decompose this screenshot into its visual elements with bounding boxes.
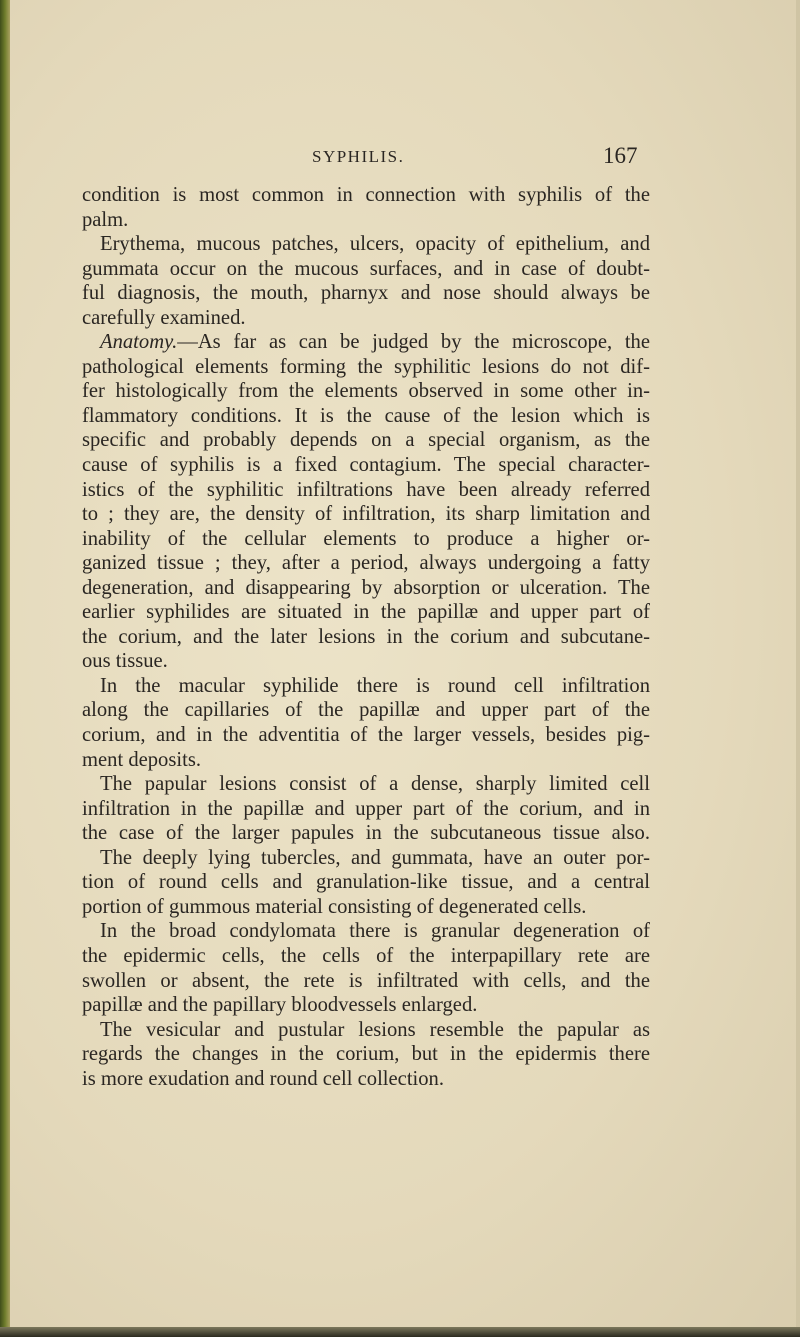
text-line: gummata occur on the mucous surfaces, and in case of doubt-	[82, 257, 650, 280]
page-number: 167	[603, 143, 638, 168]
text-line: is more exudation and round cell collection.	[82, 1067, 444, 1090]
text-line: swollen or absent, the rete is infiltrated with cells, and the	[82, 969, 650, 992]
text-line: cause of syphilis is a fixed contagium. The special character-	[82, 454, 650, 477]
text-line: In the macular syphilide there is round cell infiltration	[100, 674, 650, 697]
text-line: ous tissue.	[82, 650, 168, 673]
text-line: ganized tissue ; they, after a period, always undergoing a fatty	[82, 552, 650, 575]
text-line: The papular lesions consist of a dense, sharply limited cell	[100, 773, 650, 796]
text-line: carefully examined.	[82, 306, 246, 329]
text-line: along the capillaries of the papillæ and upper part of the	[82, 699, 650, 722]
text-line: ment deposits.	[82, 748, 201, 771]
text-line: condition is most common in connection with syphilis of the	[82, 184, 650, 206]
text-line: Erythema, mucous patches, ulcers, opacity of epithelium, and	[100, 233, 650, 256]
text-line: the corium, and the later lesions in the corium and subcutane-	[82, 625, 650, 648]
text-line: inability of the cellular elements to produce a higher or-	[82, 527, 650, 550]
text-line: regards the changes in the corium, but in the epidermis there	[82, 1043, 650, 1066]
running-head: SYPHILIS.	[312, 147, 405, 166]
section-heading-anatomy: Anatomy.	[100, 331, 178, 354]
text-line: fer histologically from the elements observed in some other in-	[82, 380, 650, 403]
text-line: In the broad condylomata there is granular degeneration of	[100, 920, 650, 943]
page-header	[0, 143, 800, 173]
text-line	[82, 330, 650, 355]
text-line: ful diagnosis, the mouth, pharnyx and nose should always be	[82, 282, 650, 305]
text-fragment: —As far as can be judged by the microscope, the	[177, 331, 650, 354]
text-line: palm.	[82, 208, 129, 231]
text-line: papillæ and the papillary bloodvessels enlarged.	[82, 994, 478, 1017]
text-line: istics of the syphilitic infiltrations have been already referred	[82, 478, 650, 501]
text-line: to ; they are, the density of infiltration, its sharp limitation and	[82, 503, 650, 526]
text-line: pathological elements forming the syphilitic lesions do not dif-	[82, 355, 650, 378]
text-line: corium, and in the adventitia of the larger vessels, besides pig-	[82, 724, 650, 747]
text-line: earlier syphilides are situated in the papillæ and upper part of	[82, 601, 650, 624]
text-line: degeneration, and disappearing by absorption or ulceration. The	[82, 576, 650, 599]
text-line: flammatory conditions. It is the cause of the lesion which is	[82, 404, 650, 427]
text-line: tion of round cells and granulation-like tissue, and a central	[82, 871, 650, 894]
book-spine-edge	[0, 0, 10, 1337]
page-right-edge	[796, 0, 800, 1337]
text-line: the epidermic cells, the cells of the interpapillary rete are	[82, 944, 650, 967]
text-line: The deeply lying tubercles, and gummata, have an outer por-	[100, 846, 650, 869]
text-line: The vesicular and pustular lesions resemble the papular as	[100, 1018, 650, 1041]
body-text	[82, 183, 650, 1091]
text-line: portion of gummous material consisting of degenerated cells.	[82, 895, 587, 918]
page-bottom-edge	[0, 1327, 800, 1337]
text-line: infiltration in the papillæ and upper part of the corium, and in	[82, 797, 650, 820]
text-line: the case of the larger papules in the subcutaneous tissue also.	[82, 822, 650, 845]
text-line: specific and probably depends on a special organism, as the	[82, 429, 650, 452]
